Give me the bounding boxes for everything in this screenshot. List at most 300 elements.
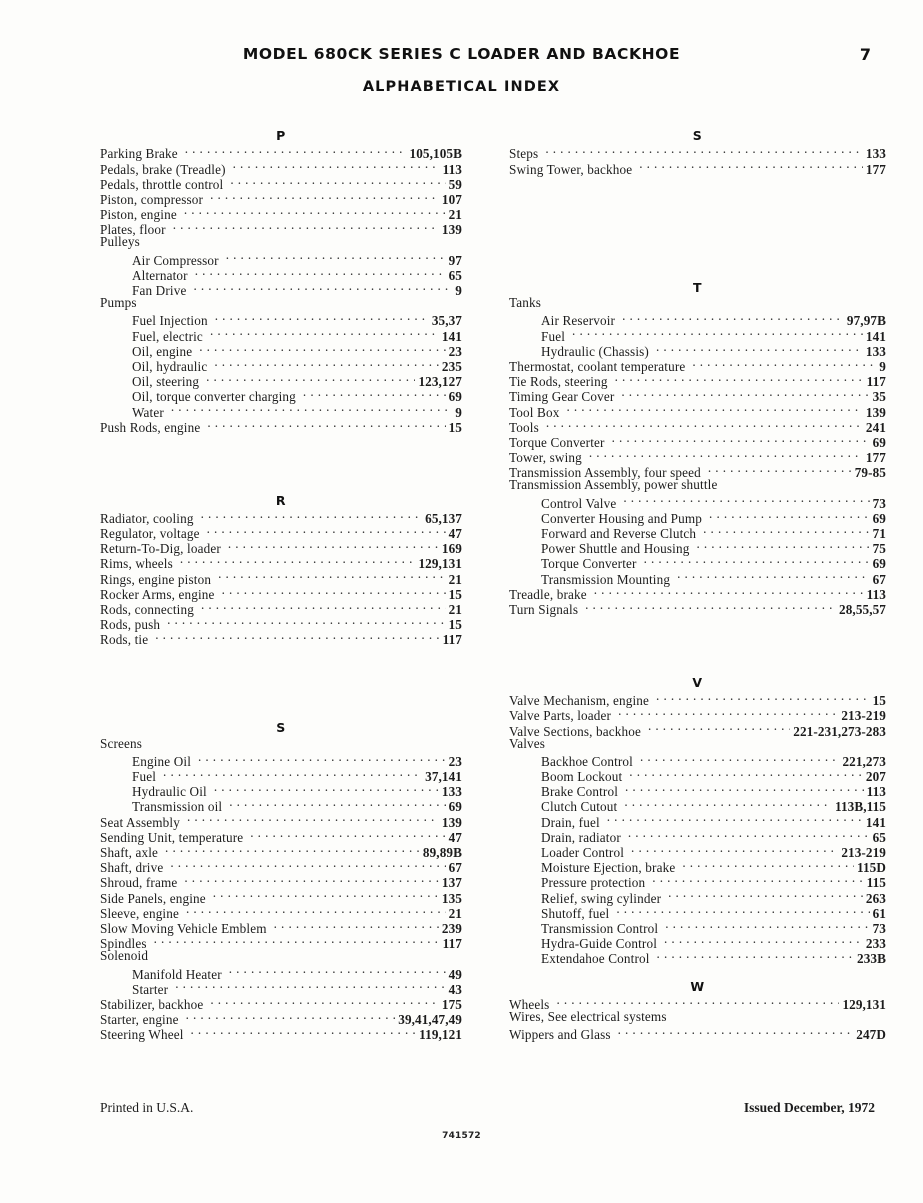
dot-leader <box>631 842 838 857</box>
index-entry-pages: 9 <box>879 359 886 374</box>
index-entry-label: Loader Control <box>541 845 625 860</box>
index-entry-air-reservoir[interactable] <box>509 310 886 329</box>
index-entry-radiator-cooling[interactable] <box>100 508 462 526</box>
index-entry-oil-engine[interactable] <box>100 341 462 359</box>
index-entry-pedals-brake-treadle[interactable] <box>100 158 462 177</box>
dot-leader <box>664 933 863 948</box>
index-entry-parking-brake[interactable] <box>100 143 462 162</box>
index-entry-oil-torque-converter-charging[interactable] <box>100 386 462 405</box>
index-entry-label: Starter, engine <box>100 1012 179 1028</box>
index-entry-pages: 263 <box>865 890 886 906</box>
index-entry-tool-box[interactable] <box>509 401 886 420</box>
dot-leader <box>230 174 445 189</box>
section-letter-w: W <box>690 978 705 994</box>
index-entry-treadle-brake[interactable] <box>509 584 886 602</box>
index-entry-rocker-arms-engine[interactable] <box>100 584 462 602</box>
index-entry-label: Valve Sections, backhoe <box>509 723 641 739</box>
index-entry-shaft-axle[interactable] <box>100 842 462 860</box>
dot-leader <box>618 1024 854 1039</box>
index-entry-oil-steering[interactable] <box>100 371 462 390</box>
index-entry-label: Swing Tower, backhoe <box>509 161 633 177</box>
dot-leader <box>572 325 863 340</box>
dot-leader <box>210 994 439 1009</box>
index-entry-label: Wheels <box>509 996 550 1012</box>
dot-leader <box>214 781 439 796</box>
index-entry-label: Transmission oil <box>132 799 223 815</box>
index-entry-pages: 141 <box>865 328 886 344</box>
index-entry-label: Shaft, axle <box>100 845 159 860</box>
index-entry-transmission-assembly-four-speed[interactable] <box>509 462 886 481</box>
index-entry-tanks[interactable] <box>509 295 886 310</box>
index-entry-label: Pumps <box>100 295 137 311</box>
index-entry-pages: 15 <box>448 617 462 633</box>
index-entry-label: Air Reservoir <box>541 313 616 329</box>
dot-leader <box>648 720 790 735</box>
index-entry-pages: 177 <box>865 161 886 177</box>
spacer-line <box>100 660 462 675</box>
spacer-line <box>509 234 886 249</box>
dot-leader <box>656 690 870 705</box>
index-entry-pages: 115D <box>857 860 886 876</box>
index-entry-pages: 47 <box>448 526 462 542</box>
index-entry-pages: 69 <box>872 434 886 450</box>
dot-leader <box>709 508 870 523</box>
dot-leader <box>618 705 838 720</box>
index-entry-pages: 119,121 <box>419 1027 462 1043</box>
index-entry-pages: 235 <box>441 359 462 374</box>
dot-leader <box>589 447 863 462</box>
index-entry-label: Drain, radiator <box>541 829 621 845</box>
index-entry-valve-parts-loader[interactable] <box>509 705 886 724</box>
dot-leader <box>546 417 863 432</box>
index-entry-moisture-ejection-brake[interactable] <box>509 857 886 876</box>
dot-leader <box>607 811 863 826</box>
index-entry-label: Converter Housing and Pump <box>541 510 703 526</box>
index-column-left <box>100 128 462 1043</box>
dot-leader <box>668 887 863 902</box>
index-entry-label: Brake Control <box>541 784 619 800</box>
index-entry-valve-mechanism-engine[interactable] <box>509 690 886 709</box>
index-entry-extendahoe-control[interactable] <box>509 948 886 967</box>
index-entry-solenoid[interactable] <box>100 948 462 963</box>
index-entry-wheels[interactable] <box>509 994 886 1012</box>
dot-leader <box>228 538 439 553</box>
index-entry-fuel[interactable] <box>100 766 462 785</box>
dot-leader <box>184 872 439 887</box>
index-entry-label: Steering Wheel <box>100 1027 184 1043</box>
dot-leader <box>214 356 439 371</box>
index-entry-pages: 105,105B <box>409 146 462 162</box>
section-letter-p: P <box>276 128 286 143</box>
spacer-line <box>509 250 886 265</box>
index-entry-pages: 133 <box>441 784 462 800</box>
index-entry-stabilizer-backhoe[interactable] <box>100 994 462 1012</box>
index-entry-pages: 233B <box>857 951 886 967</box>
index-entry-label: Transmission Mounting <box>541 571 671 587</box>
index-entry-air-compressor[interactable] <box>100 250 462 268</box>
index-entry-label: Hydraulic Oil <box>132 784 207 800</box>
index-entry-power-shuttle-and-housing[interactable] <box>509 538 886 557</box>
index-entry-converter-housing-and-pump[interactable] <box>509 508 886 526</box>
index-entry-regulator-voltage[interactable] <box>100 523 462 542</box>
index-entry-pages: 67 <box>872 571 886 587</box>
index-entry-label: Piston, engine <box>100 207 177 223</box>
index-entry-screens[interactable] <box>100 736 462 751</box>
index-entry-transmission-assembly-power-shuttle[interactable] <box>509 477 886 492</box>
index-entry-pages: 21 <box>448 905 462 921</box>
index-entry-label: Side Panels, engine <box>100 890 206 906</box>
index-entry-valve-sections-backhoe[interactable] <box>509 720 886 739</box>
index-entry-label: Torque Converter <box>541 556 637 572</box>
index-entry-pages: 37,141 <box>425 769 462 785</box>
index-entry-label: Screens <box>100 735 143 751</box>
index-entry-drain-fuel[interactable] <box>509 811 886 830</box>
spacer-line <box>100 675 462 690</box>
index-entry-label: Shutoff, fuel <box>541 905 610 921</box>
index-entry-fan-drive[interactable] <box>100 280 462 299</box>
index-entry-label: Rods, connecting <box>100 602 194 617</box>
index-entry-transmission-oil[interactable] <box>100 796 462 815</box>
dot-leader <box>170 857 445 872</box>
index-entry-pages: 107 <box>441 191 462 207</box>
index-entry-label: Fuel, electric <box>132 328 203 344</box>
spacer-line <box>100 705 462 720</box>
index-entry-pages: 113B,115 <box>835 799 886 815</box>
index-entry-pages: 169 <box>441 541 462 557</box>
dot-leader <box>173 219 439 234</box>
index-entry-label: Transmission Control <box>541 920 659 936</box>
dot-leader <box>184 204 446 219</box>
section-letter-t: T <box>692 279 703 295</box>
dot-leader <box>186 1009 396 1024</box>
index-entry-label: Pedals, throttle control <box>100 176 224 192</box>
dot-leader <box>545 143 863 158</box>
index-entry-label: Transmission Assembly, four speed <box>509 465 701 481</box>
index-entry-label: Manifold Heater <box>132 966 222 982</box>
dot-leader <box>623 493 869 508</box>
index-entry-pages: 21 <box>448 207 462 223</box>
section-letter-r: R <box>275 492 287 508</box>
dot-leader <box>652 872 863 887</box>
index-entry-label: Sending Unit, temperature <box>100 829 244 845</box>
index-entry-sleeve-engine[interactable] <box>100 903 462 921</box>
index-entry-pages: 15 <box>872 693 886 709</box>
index-entry-label: Turn Signals <box>509 602 579 617</box>
index-entry-pages: 207 <box>865 769 886 785</box>
dot-leader <box>207 523 446 538</box>
dot-leader <box>229 796 445 811</box>
index-entry-pages: 135 <box>441 890 462 906</box>
index-entry-starter-engine[interactable] <box>100 1009 462 1028</box>
index-entry-clutch-cutout[interactable] <box>509 796 886 815</box>
dot-leader <box>616 903 869 918</box>
index-entry-label: Wippers and Glass <box>509 1027 611 1043</box>
index-entry-pages: 113 <box>866 784 886 800</box>
dot-leader <box>222 584 446 599</box>
spacer-line <box>509 219 886 234</box>
index-entry-shroud-frame[interactable] <box>100 872 462 891</box>
index-entry-shutoff-fuel[interactable] <box>509 903 886 921</box>
index-entry-label: Moisture Ejection, brake <box>541 860 676 876</box>
index-entry-tie-rods-steering[interactable] <box>509 371 886 390</box>
index-entry-label: Thermostat, coolant temperature <box>509 359 686 374</box>
index-entry-water[interactable] <box>100 401 462 420</box>
index-entry-pressure-protection[interactable] <box>509 872 886 891</box>
dot-leader <box>165 842 420 857</box>
dot-leader <box>274 918 439 933</box>
index-entry-shaft-drive[interactable] <box>100 857 462 876</box>
index-entry-label: Steps <box>509 146 539 162</box>
index-entry-label: Shaft, drive <box>100 860 164 876</box>
index-entry-label: Treadle, brake <box>509 586 587 602</box>
index-entry-pages: 69 <box>872 556 886 572</box>
index-entry-alternator[interactable] <box>100 265 462 283</box>
index-entry-turn-signals[interactable] <box>509 599 886 617</box>
index-entry-pages: 79-85 <box>854 465 886 481</box>
index-entry-label: Fuel <box>541 328 566 344</box>
document-title-text: MODEL 680CK SERIES C LOADER AND BACKHOE <box>242 45 681 63</box>
spacer-line <box>100 447 462 462</box>
index-entry-manifold-heater[interactable] <box>100 963 462 982</box>
index-entry-thermostat-coolant-temperature[interactable] <box>509 356 886 374</box>
index-entry-timing-gear-cover[interactable] <box>509 386 886 405</box>
index-entry-label: Fuel Injection <box>132 313 208 329</box>
index-entry-wires-see-electrical-systems[interactable] <box>509 1009 886 1024</box>
index-entry-pages: 69 <box>448 799 462 815</box>
index-entry-torque-converter[interactable] <box>509 432 886 450</box>
index-entry-slow-moving-vehicle-emblem[interactable] <box>100 918 462 936</box>
index-entry-rims-wheels[interactable] <box>100 553 462 572</box>
index-entry-relief-swing-cylinder[interactable] <box>509 887 886 906</box>
index-entry-fuel-electric[interactable] <box>100 325 462 344</box>
dot-leader <box>628 827 870 842</box>
dot-leader <box>207 417 445 432</box>
index-entry-return-to-dig-loader[interactable] <box>100 538 462 557</box>
dot-leader <box>640 751 839 766</box>
index-entry-rings-engine-piston[interactable] <box>100 568 462 587</box>
index-entry-piston-compressor[interactable] <box>100 189 462 207</box>
index-entry-hydra-guide-control[interactable] <box>509 933 886 952</box>
index-entry-pages: 89,89B <box>422 845 462 860</box>
index-entry-label: Engine Oil <box>132 753 192 769</box>
spacer-line <box>509 189 886 204</box>
dot-leader <box>612 432 870 447</box>
index-entry-rods-connecting[interactable] <box>100 599 462 617</box>
index-entry-pages: 133 <box>865 146 886 162</box>
index-entry-pages: 247D <box>856 1027 886 1043</box>
index-entry-piston-engine[interactable] <box>100 204 462 223</box>
dot-leader <box>682 857 854 872</box>
index-entry-torque-converter[interactable] <box>509 553 886 572</box>
index-entry-label: Oil, engine <box>132 343 193 359</box>
index-entry-tools[interactable] <box>509 417 886 435</box>
dot-leader <box>154 933 440 948</box>
index-entry-label: Transmission Assembly, power shuttle <box>509 477 718 493</box>
index-heading: ALPHABETICAL INDEX <box>362 79 561 95</box>
index-entry-label: Fan Drive <box>132 283 187 299</box>
dot-leader <box>185 143 407 158</box>
document-title <box>0 45 923 63</box>
index-entry-label: Return-To-Dig, loader <box>100 541 221 557</box>
index-entry-pages: 117 <box>866 374 886 390</box>
dot-leader <box>215 310 429 325</box>
index-entry-pages: 221,273 <box>842 753 886 769</box>
index-entry-spindles[interactable] <box>100 933 462 952</box>
index-entry-pages: 35,37 <box>431 313 462 329</box>
index-entry-pages: 15 <box>448 586 462 602</box>
index-entry-steering-wheel[interactable] <box>100 1024 462 1043</box>
dot-leader <box>191 1024 417 1039</box>
spacer-line <box>509 204 886 219</box>
index-entry-pages: 73 <box>872 920 886 936</box>
dot-leader <box>163 766 422 781</box>
dot-leader <box>625 781 864 796</box>
index-entry-transmission-control[interactable] <box>509 918 886 936</box>
index-entry-pages: 129,131 <box>418 556 462 572</box>
index-entry-label: Slow Moving Vehicle Emblem <box>100 920 267 936</box>
index-entry-side-panels-engine[interactable] <box>100 887 462 906</box>
index-entry-hydraulic-chassis[interactable] <box>509 341 886 359</box>
index-entry-starter[interactable] <box>100 979 462 997</box>
dot-leader <box>703 523 869 538</box>
index-entry-pages: 9 <box>455 404 462 420</box>
index-entry-pages: 59 <box>448 176 462 192</box>
index-entry-wippers-and-glass[interactable] <box>509 1024 886 1043</box>
index-entry-push-rods-engine[interactable] <box>100 417 462 435</box>
index-entry-tower-swing[interactable] <box>509 447 886 466</box>
index-entry-pages: 113 <box>866 586 886 602</box>
index-entry-label: Oil, torque converter charging <box>132 389 296 405</box>
index-entry-label: Rings, engine piston <box>100 571 212 587</box>
index-entry-label: Alternator <box>132 267 188 283</box>
index-entry-seat-assembly[interactable] <box>100 811 462 830</box>
index-entry-label: Valves <box>509 735 546 751</box>
index-entry-control-valve[interactable] <box>509 493 886 511</box>
dot-leader <box>594 584 864 599</box>
dot-leader <box>171 401 452 416</box>
index-entry-pages: 213-219 <box>841 708 886 724</box>
index-entry-label: Forward and Reverse Clutch <box>541 526 697 542</box>
dot-leader <box>624 796 832 811</box>
dot-leader <box>303 386 446 401</box>
dot-leader <box>657 948 854 963</box>
index-entry-pages: 117 <box>442 936 462 952</box>
index-entry-fuel-injection[interactable] <box>100 310 462 329</box>
index-entry-pages: 65 <box>448 267 462 283</box>
index-entry-pages: 129,131 <box>842 996 886 1012</box>
index-entry-swing-tower-backhoe[interactable] <box>509 158 886 177</box>
index-entry-transmission-mounting[interactable] <box>509 568 886 587</box>
index-entry-label: Solenoid <box>100 948 149 964</box>
index-entry-label: Tanks <box>509 295 542 311</box>
index-entry-rods-tie[interactable] <box>100 629 462 648</box>
index-entry-label: Piston, compressor <box>100 191 204 207</box>
index-entry-pages: 39,41,47,49 <box>398 1012 462 1028</box>
page-number: 7 <box>859 45 871 64</box>
dot-leader <box>250 827 445 842</box>
index-entry-drain-radiator[interactable] <box>509 827 886 845</box>
index-entry-label: Pedals, brake (Treadle) <box>100 161 226 177</box>
dot-leader <box>629 766 863 781</box>
index-entry-engine-oil[interactable] <box>100 751 462 769</box>
section-letter-s: S <box>276 720 286 736</box>
index-entry-label: Tool Box <box>509 404 560 420</box>
spacer-line <box>100 477 462 492</box>
index-entry-rods-push[interactable] <box>100 614 462 633</box>
index-entry-label: Plates, floor <box>100 222 166 238</box>
dot-leader <box>226 250 446 265</box>
dot-leader <box>206 371 415 386</box>
dot-leader <box>708 462 852 477</box>
index-entry-hydraulic-oil[interactable] <box>100 781 462 800</box>
index-entry-pages: 115 <box>866 875 886 891</box>
dot-leader <box>180 553 416 568</box>
index-entry-backhoe-control[interactable] <box>509 751 886 769</box>
index-entry-pages: 65,137 <box>425 510 462 526</box>
index-entry-pages: 123,127 <box>418 374 462 390</box>
index-entry-label: Oil, hydraulic <box>132 359 208 374</box>
footer-issued-date: Issued December, 1972 <box>743 1100 875 1115</box>
index-entry-pages: 139 <box>441 814 462 830</box>
index-entry-label: Backhoe Control <box>541 753 633 769</box>
index-entry-pages: 239 <box>441 920 462 936</box>
index-entry-pages: 15 <box>448 419 462 435</box>
index-entry-pages: 113 <box>442 161 462 177</box>
index-entry-label: Tie Rods, steering <box>509 374 608 390</box>
dot-leader <box>167 614 445 629</box>
index-entry-label: Drain, fuel <box>541 814 600 830</box>
index-entry-pedals-throttle-control[interactable] <box>100 174 462 192</box>
dot-leader <box>665 918 869 933</box>
index-entry-label: Shroud, frame <box>100 875 178 891</box>
dot-leader <box>639 158 863 173</box>
index-entry-oil-hydraulic[interactable] <box>100 356 462 374</box>
index-entry-boom-lockout[interactable] <box>509 766 886 785</box>
dot-leader <box>175 979 445 994</box>
dot-leader <box>210 325 439 340</box>
dot-leader <box>556 994 839 1009</box>
index-entry-loader-control[interactable] <box>509 842 886 860</box>
dot-leader <box>199 341 445 356</box>
index-entry-pages: 21 <box>448 571 462 587</box>
dot-leader <box>193 280 452 295</box>
index-entry-label: Extendahoe Control <box>541 951 650 967</box>
dot-leader <box>233 158 440 173</box>
index-entry-steps[interactable] <box>509 143 886 162</box>
index-entry-label: Valve Parts, loader <box>509 708 612 724</box>
index-entry-pages: 69 <box>448 389 462 405</box>
dot-leader <box>692 356 876 371</box>
index-entry-pages: 221-231,273-283 <box>793 723 886 739</box>
dot-leader <box>210 189 439 204</box>
dot-leader <box>585 599 836 614</box>
index-entry-pages: 175 <box>441 996 462 1012</box>
index-entry-sending-unit-temperature[interactable] <box>100 827 462 845</box>
dot-leader <box>186 903 446 918</box>
index-entry-plates-floor[interactable] <box>100 219 462 238</box>
index-entry-pages: 97,97B <box>846 313 886 329</box>
index-entry-label: Fuel <box>132 769 157 785</box>
dot-leader <box>696 538 869 553</box>
dot-leader <box>187 811 439 826</box>
index-entry-pages: 233 <box>865 936 886 952</box>
index-entry-label: Valve Mechanism, engine <box>509 693 650 709</box>
section-letter-v: V <box>692 674 703 690</box>
index-entry-label: Stabilizer, backhoe <box>100 996 204 1012</box>
index-entry-label: Power Shuttle and Housing <box>541 541 690 557</box>
dot-leader <box>656 341 863 356</box>
index-entry-brake-control[interactable] <box>509 781 886 800</box>
